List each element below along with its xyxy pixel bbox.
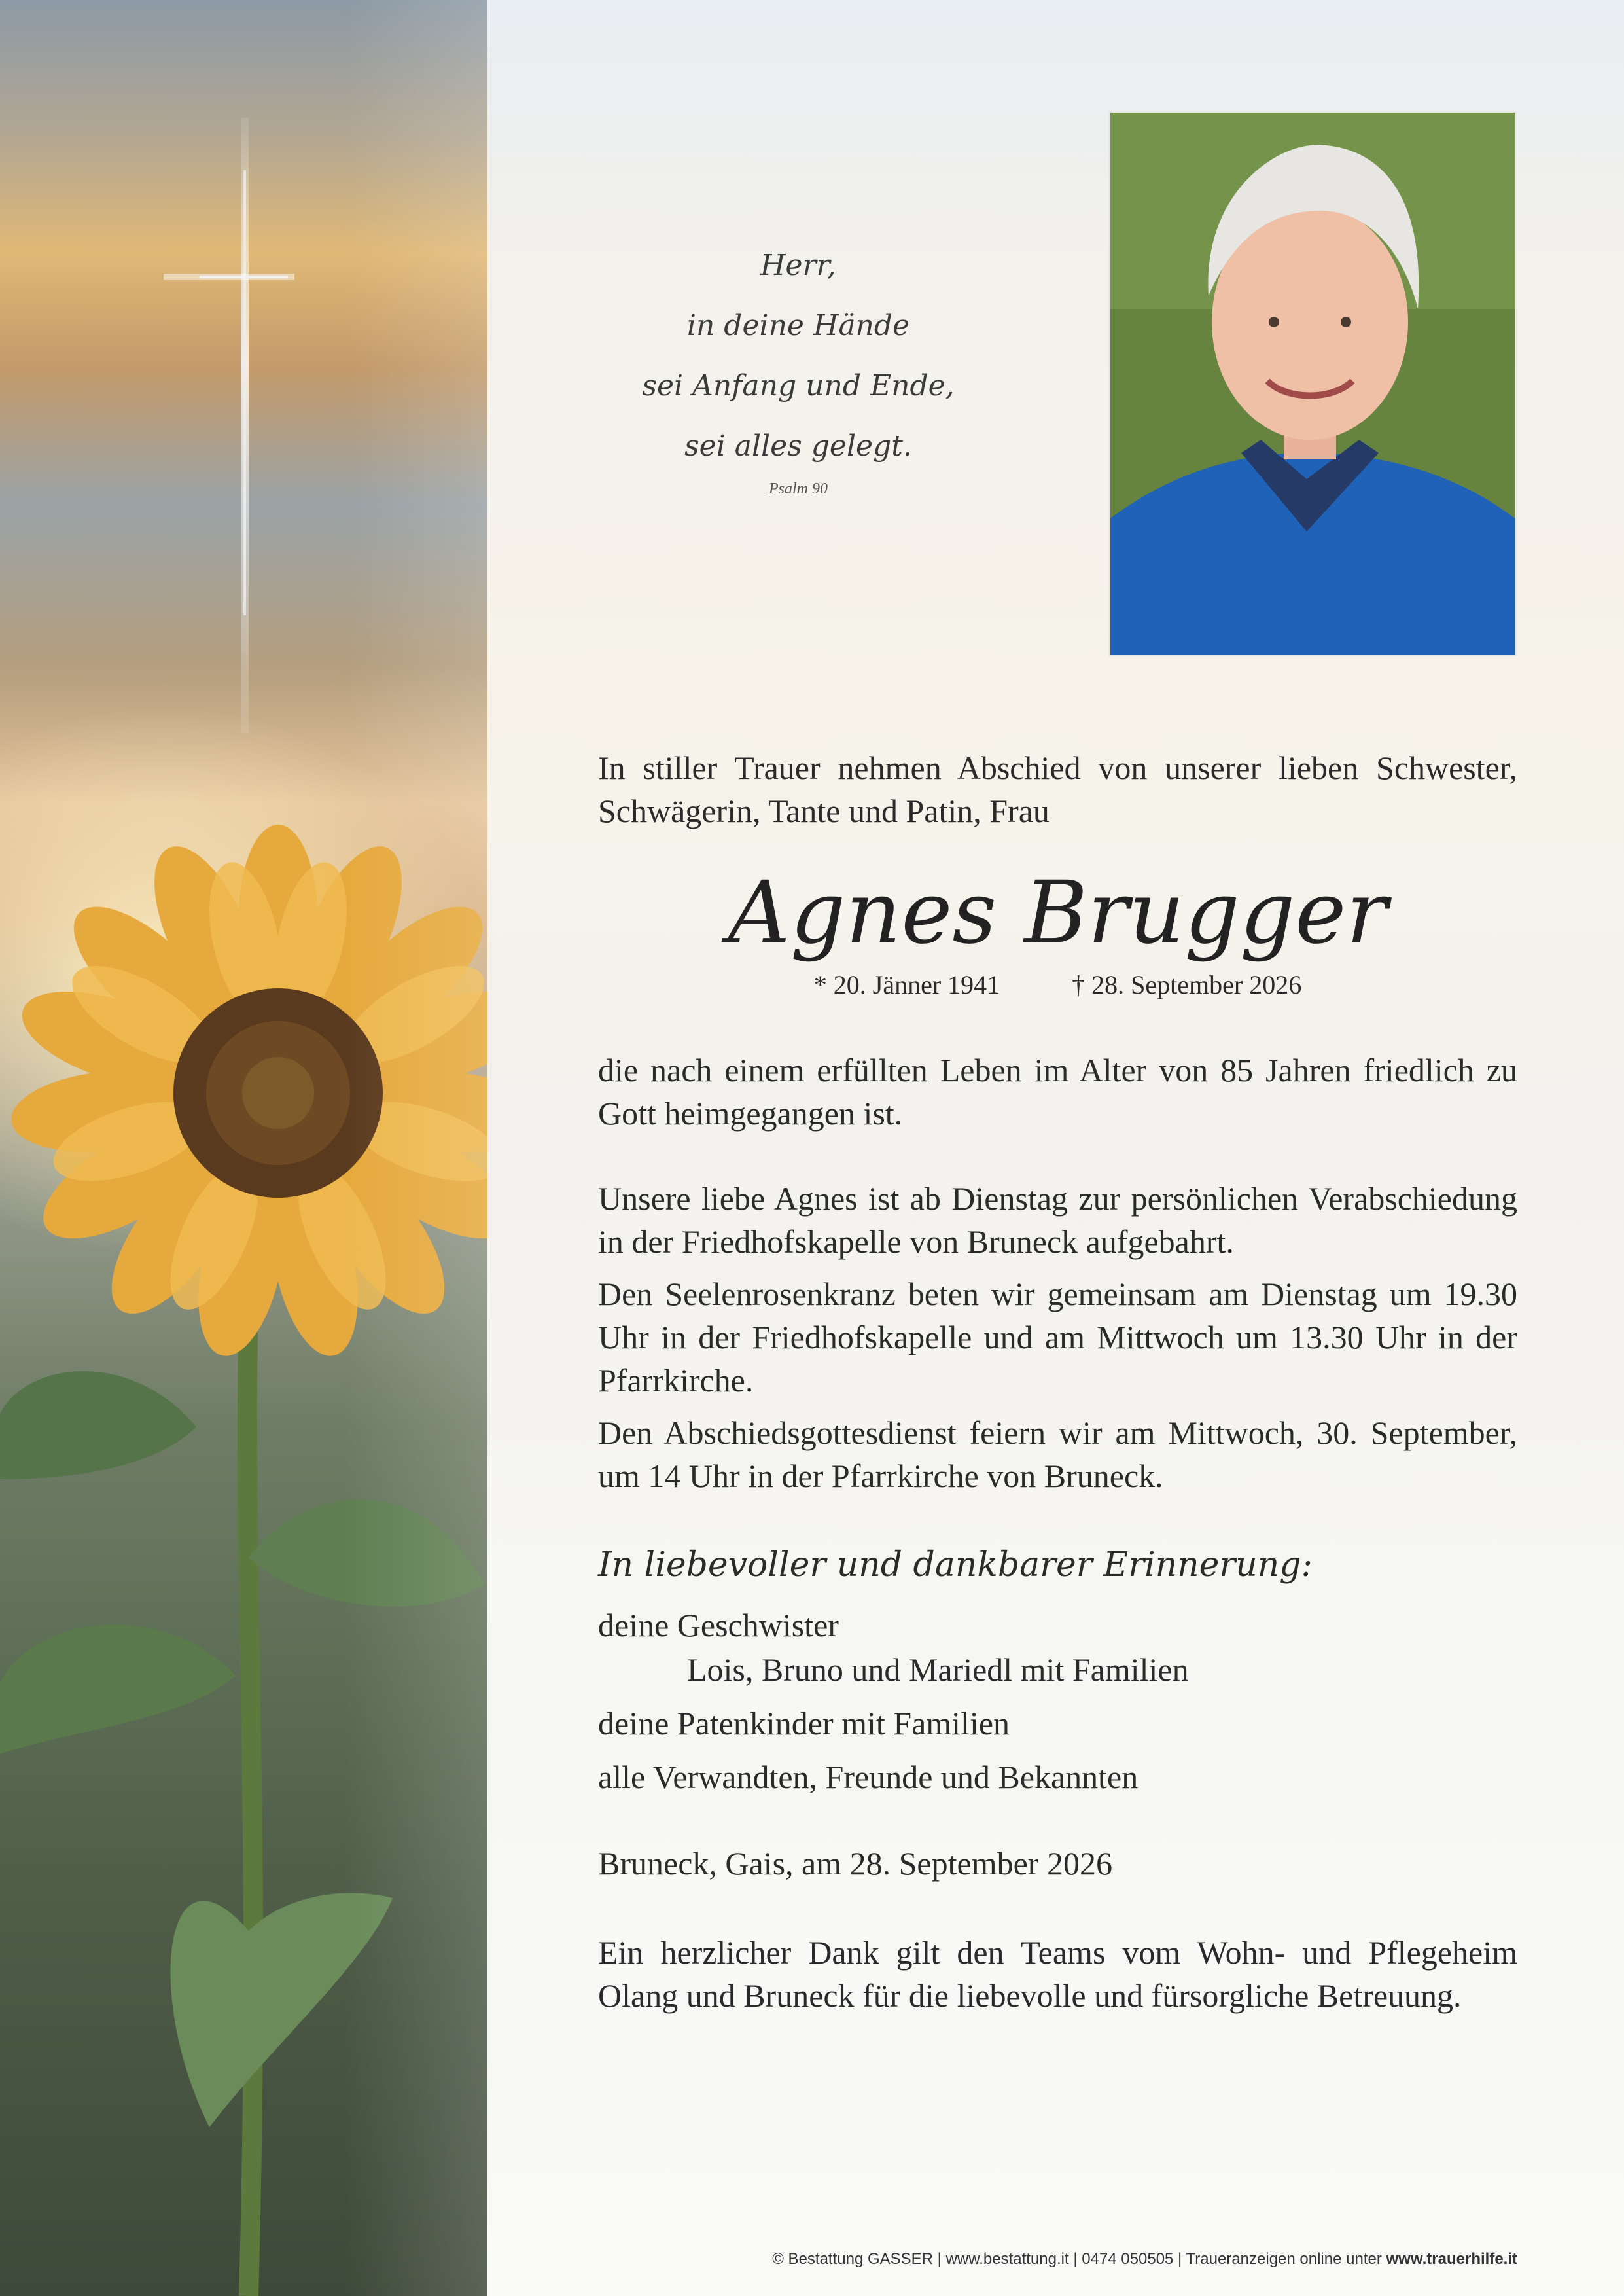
footer-link[interactable]: www.trauerhilfe.it: [1386, 2250, 1517, 2268]
deceased-name: Agnes Brugger: [728, 863, 1388, 963]
psalm-line: Herr,: [760, 249, 836, 282]
paragraph: Den Abschiedsgottesdienst feiern wir am Mittwoch, 30. September, um 14 Uhr in der Pfarrkirche von Bruneck.: [598, 1414, 1517, 1494]
psalm-line: in deine Hände: [686, 309, 910, 342]
mourner-line: deine Patenkinder mit Familien: [598, 1705, 1010, 1742]
portrait-illustration: [1110, 113, 1515, 655]
life-dates: [598, 963, 1517, 1007]
psalm-line: sei alles gelegt.: [684, 429, 912, 463]
place-date: Bruneck, Gais, am 28. September 2026: [598, 1845, 1112, 1882]
mourner-line: Lois, Bruno und Mariedl mit Familien: [687, 1651, 1189, 1688]
mourner-line: alle Verwandten, Freunde und Bekannten: [598, 1759, 1139, 1795]
thanks-text: Ein herzlicher Dank gilt den Teams vom Wohn- und Pflegeheim Olang und Bruneck für die liebevolle und fürsorgliche Betreuung.: [598, 1934, 1517, 2014]
footer: [598, 2250, 1517, 2269]
intro-text: In stiller Trauer nehmen Abschied von unserer lieben Schwester, Schwägerin, Tante und Patin, Frau: [598, 749, 1517, 829]
psalm-quote: [576, 236, 1021, 498]
paragraph: die nach einem erfüllten Leben im Alter von 85 Jahren friedlich zu Gott heimgegangen ist.: [598, 1052, 1517, 1132]
portrait-photo: [1108, 111, 1517, 656]
paragraph: Unsere liebe Agnes ist ab Dienstag zur persönlichen Verabschiedung in der Friedhofskapelle von Bruneck aufgebahrt.: [598, 1180, 1517, 1260]
birth-date: * 20. Jänner 1941: [813, 970, 1000, 999]
remembrance-heading: In liebevoller und dankbarer Erinnerung:: [598, 1545, 1313, 1585]
psalm-reference: Psalm 90: [769, 480, 828, 497]
sunflower-image: [0, 0, 487, 2296]
footer-text: © Bestattung GASSER | www.bestattung.it | 0474 050505 | Traueranzeigen online unter: [772, 2250, 1382, 2268]
paragraph: Den Seelenrosenkranz beten wir gemeinsam am Dienstag um 19.30 Uhr in der Friedhofskapelle und am Mittwoch um 13.30 Uhr in der Pfarrkirche.: [598, 1276, 1517, 1399]
main-text: [598, 746, 1517, 2017]
mourner-line: deine Geschwister: [598, 1607, 839, 1643]
death-date: † 28. September 2026: [1072, 970, 1302, 999]
psalm-line: sei Anfang und Ende,: [642, 369, 955, 403]
